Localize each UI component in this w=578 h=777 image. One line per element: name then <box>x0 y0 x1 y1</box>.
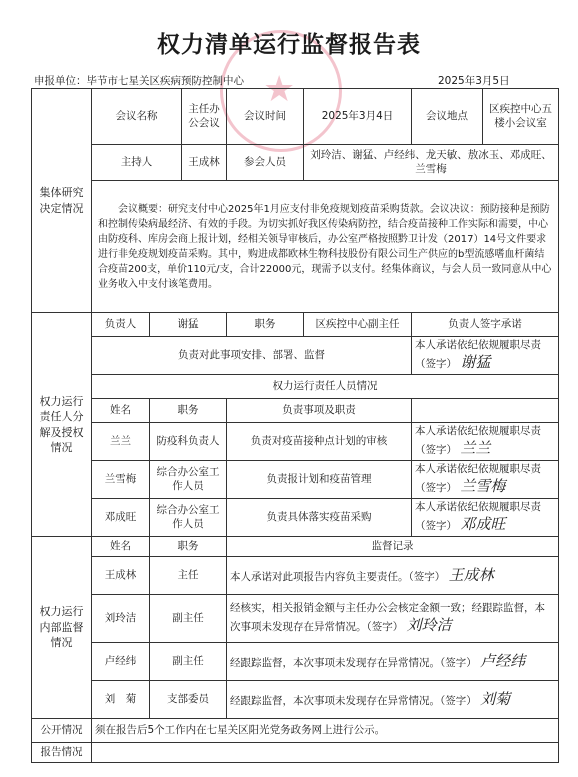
report-text <box>92 743 559 763</box>
unit-label: 申报单位： <box>34 75 87 87</box>
person-commit <box>412 499 559 537</box>
person-row <box>32 461 559 499</box>
commit-label: 负责人签字承诺 <box>412 313 559 337</box>
position-label: 职务 <box>227 313 304 337</box>
person-duty: 负责报计划和疫苗管理 <box>227 461 412 499</box>
supervision-text: 经跟踪监督，本次事项未发现存在异常情况。（签字） <box>230 656 477 669</box>
person-commit-text: 本人承诺依纪依规履职尽责（签字） <box>415 462 541 494</box>
report-date: 2025年3月5日 <box>438 75 510 87</box>
person-name: 兰兰 <box>92 423 150 461</box>
person-position: 综合办公室工作人员 <box>150 499 227 537</box>
supervision-text: 经核实，相关报销金额与主任办公会核定金额一致；经跟踪监督，本次事项未发现存在异常情况。（签字） <box>230 601 545 633</box>
responsible: 谢猛 <box>150 313 227 337</box>
star-icon: ★ <box>263 69 296 110</box>
meeting-place-label: 会议地点 <box>412 89 483 145</box>
supervisor-name: 卢经纬 <box>92 643 150 681</box>
col-duty: 负责事项及职责 <box>227 399 412 423</box>
sec3-label: 权力运行内部监督情况 <box>32 537 92 719</box>
supervisor-position: 副主任 <box>150 643 227 681</box>
commit-text: 本人承诺依纪依规履职尽责（签字） <box>415 338 541 370</box>
supervisor-signature: 刘玲洁 <box>406 615 452 634</box>
attendees: 刘玲洁、谢猛、卢经纬、龙天敏、敖冰玉、邓成旺、兰雪梅 <box>304 145 559 181</box>
sub-title: 权力运行责任人员情况 <box>92 375 559 399</box>
person-commit-text: 本人承诺依纪依规履职尽责（签字） <box>415 424 541 456</box>
col-position: 职务 <box>150 399 227 423</box>
report-table <box>31 88 559 763</box>
supervisor-position: 副主任 <box>150 595 227 643</box>
supervision-record <box>227 557 559 595</box>
host: 王成林 <box>182 145 227 181</box>
page-title: 权力清单运行监督报告表 <box>157 31 421 58</box>
meeting-name: 主任办公会议 <box>182 89 227 145</box>
supervision-record <box>227 643 559 681</box>
meeting-name-label: 会议名称 <box>92 89 182 145</box>
sec1-label: 集体研究决定情况 <box>32 89 92 313</box>
report-label: 报告情况 <box>32 743 92 763</box>
commit-cell <box>412 337 559 375</box>
person-name: 兰雪梅 <box>92 461 150 499</box>
person-commit <box>412 423 559 461</box>
duty-text: 负责对此事项安排、部署、监督 <box>92 337 412 375</box>
unit-line <box>34 73 244 88</box>
supervisor-signature: 刘菊 <box>480 689 511 708</box>
person-signature: 邓成旺 <box>460 514 506 533</box>
supervision-text: 本人承诺对此项报告内容负主要责任。（签字） <box>230 570 446 583</box>
meeting-summary: 会议概要：研究支付中心2025年1月应支付非免疫规划疫苗采购货款。会议决议：预防接种是预防和控制传染病最经济、有效的手段。为切实抓好我区传染病防控，结合疫苗接种工作实际和需要，中心由防疫科、库房会商上报计划，经相关领导审核后，办公室严格按照黔卫计发（2017）14号文件要求进行非免疫规划疫苗采购。其中，购进成都欧林生物科技股份有限公司生产供应的b型流感嗜血杆菌结合疫苗200支，单价110元/支，合计22000元，现需予以支付。经集体商议，与会人员一致同意从中心业务收入中支付该笔费用。 <box>92 181 559 313</box>
supervision-row <box>32 557 559 595</box>
person-signature: 兰雪梅 <box>460 476 506 495</box>
person-duty: 负责对疫苗接种点计划的审核 <box>227 423 412 461</box>
person-commit <box>412 461 559 499</box>
supervision-text: 经跟踪监督，本次事项未发现存在异常情况。（签字） <box>230 694 477 707</box>
col-name: 姓名 <box>92 399 150 423</box>
person-row <box>32 499 559 537</box>
person-name: 邓成旺 <box>92 499 150 537</box>
supervisor-name: 王成林 <box>92 557 150 595</box>
sec2-label: 权力运行责任人分解及授权情况 <box>32 313 92 537</box>
commit-signature: 谢猛 <box>460 352 491 371</box>
supervisor-position: 主任 <box>150 557 227 595</box>
host-label: 主持人 <box>92 145 182 181</box>
col3-position: 职务 <box>150 537 227 557</box>
person-duty: 负责具体落实疫苗采购 <box>227 499 412 537</box>
person-position: 综合办公室工作人员 <box>150 461 227 499</box>
unit-value: 毕节市七星关区疾病预防控制中心 <box>86 75 244 87</box>
supervision-record <box>227 595 559 643</box>
supervision-row <box>32 595 559 643</box>
person-commit-text: 本人承诺依纪依规履职尽责（签字） <box>415 500 541 532</box>
supervisor-name: 刘玲洁 <box>92 595 150 643</box>
supervisor-signature: 王成林 <box>448 565 494 584</box>
supervisor-position: 支部委员 <box>150 681 227 719</box>
position: 区疾控中心副主任 <box>304 313 412 337</box>
col3-name: 姓名 <box>92 537 150 557</box>
responsible-label: 负责人 <box>92 313 150 337</box>
supervision-record <box>227 681 559 719</box>
public-label: 公开情况 <box>32 719 92 743</box>
col-commit <box>412 399 559 423</box>
supervisor-name: 刘 菊 <box>92 681 150 719</box>
person-row <box>32 423 559 461</box>
col3-record: 监督记录 <box>227 537 559 557</box>
person-signature: 兰兰 <box>460 438 491 457</box>
attendees-label: 参会人员 <box>227 145 304 181</box>
person-position: 防疫科负责人 <box>150 423 227 461</box>
supervisor-signature: 卢经纬 <box>480 651 526 670</box>
supervision-row <box>32 681 559 719</box>
meeting-place: 区疾控中心五楼小会议室 <box>483 89 559 145</box>
supervision-row <box>32 643 559 681</box>
public-text: 须在报告后5个工作内在七星关区阳光党务政务网上进行公示。 <box>92 719 559 743</box>
meeting-time: 2025年3月4日 <box>304 89 412 145</box>
meeting-time-label: 会议时间 <box>227 89 304 145</box>
